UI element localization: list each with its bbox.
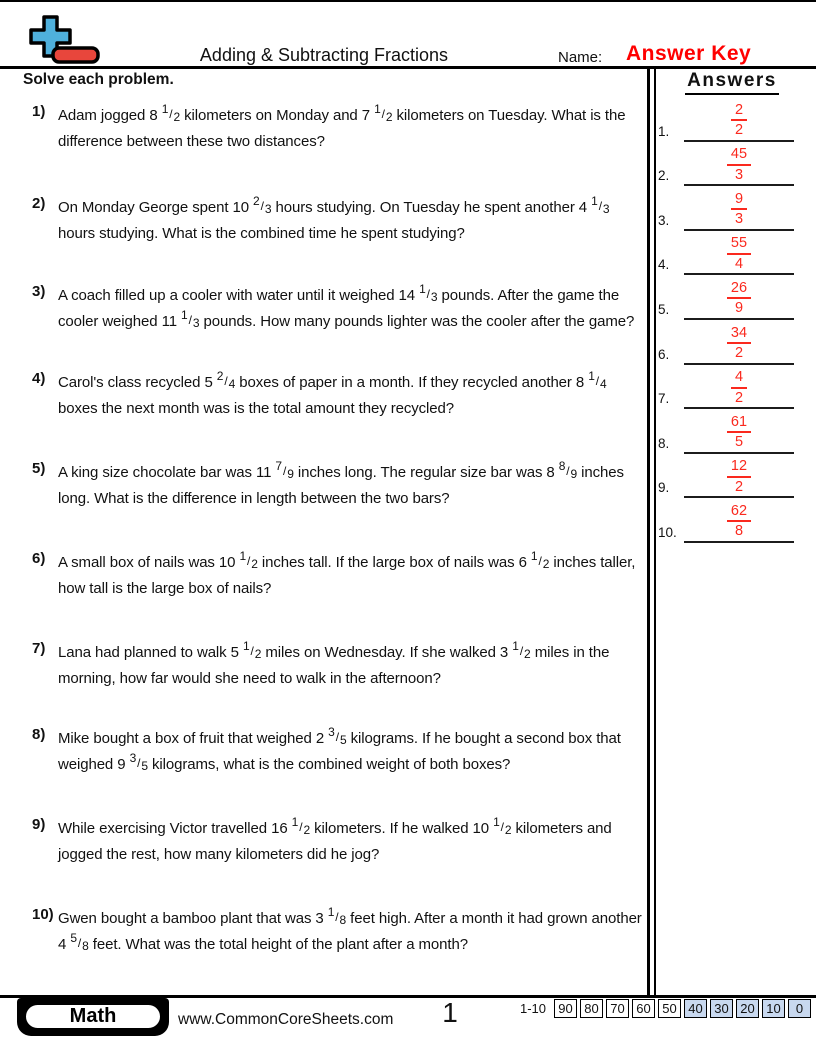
answer-numerator: 26	[727, 281, 751, 300]
subject-badge-label: Math	[23, 1002, 163, 1031]
fraction-numerator: 1	[374, 102, 381, 116]
fraction-slash: /	[595, 374, 600, 388]
answer-numerator: 55	[727, 236, 751, 255]
fraction-denominator: 3	[192, 316, 200, 330]
answer-fraction-stack	[731, 370, 747, 405]
problem-number: 6)	[32, 550, 46, 567]
name-label: Name:	[558, 49, 603, 66]
answer-denominator: 2	[734, 478, 744, 495]
fraction-slash: /	[426, 287, 430, 301]
answer-row	[656, 409, 806, 454]
problem-number: 7)	[32, 640, 46, 657]
answer-row	[656, 498, 806, 543]
problem-item	[32, 550, 644, 602]
fraction-slash: /	[77, 936, 82, 950]
fraction-denominator: 3	[602, 202, 610, 216]
inline-fraction	[70, 931, 89, 953]
website-url: www.CommonCoreSheets.com	[178, 1011, 394, 1028]
fraction-numerator: 1	[239, 549, 247, 563]
answers-separator-thick	[647, 68, 650, 995]
problem-item	[32, 816, 644, 868]
fraction-denominator: 3	[430, 290, 438, 304]
answer-numerator: 34	[727, 326, 751, 345]
answer-denominator: 3	[734, 166, 744, 183]
fraction-denominator: 2	[524, 647, 531, 661]
answer-fraction-stack	[727, 459, 751, 494]
answer-denominator: 9	[734, 300, 744, 317]
inline-fraction	[558, 459, 578, 481]
score-cell: 0	[788, 999, 811, 1018]
score-cell: 50	[658, 999, 681, 1018]
inline-fraction	[530, 549, 550, 571]
answer-key-text: Answer Key	[626, 42, 752, 65]
fraction-slash: /	[224, 374, 228, 388]
fraction-denominator: 9	[287, 467, 294, 481]
fraction-numerator: 1	[181, 308, 188, 322]
score-cell: 70	[606, 999, 629, 1018]
answer-row	[656, 454, 806, 499]
answer-fraction	[684, 281, 794, 316]
answer-fraction-stack	[727, 236, 751, 271]
answer-row	[656, 142, 806, 187]
answer-number: 9.	[658, 480, 670, 496]
answer-denominator: 4	[734, 255, 744, 272]
answer-fraction	[684, 326, 794, 361]
problem-item	[32, 103, 644, 155]
problem-item	[32, 195, 644, 247]
score-cell: 60	[632, 999, 655, 1018]
inline-fraction	[275, 459, 294, 481]
fraction-slash: /	[519, 644, 524, 658]
answer-fraction-stack	[727, 415, 751, 450]
page-top-edge	[0, 0, 816, 2]
answers-heading: Answers	[656, 70, 808, 95]
fraction-slash: /	[566, 464, 570, 478]
inline-fraction	[588, 369, 607, 391]
fraction-numerator: 1	[242, 639, 250, 653]
fraction-slash: /	[598, 199, 602, 213]
fraction-denominator: 3	[264, 202, 272, 216]
fraction-slash: /	[137, 756, 141, 770]
score-scale	[520, 999, 811, 1018]
fraction-numerator: 3	[129, 751, 137, 765]
fraction-denominator: 2	[385, 110, 393, 124]
answer-fraction	[684, 236, 794, 271]
fraction-denominator: 2	[254, 647, 262, 661]
fraction-numerator: 1	[291, 815, 299, 829]
answer-numerator: 12	[727, 459, 751, 478]
answer-fraction	[684, 370, 794, 405]
fraction-denominator: 8	[82, 939, 89, 953]
inline-fraction	[253, 194, 272, 216]
answer-numerator: 45	[727, 147, 751, 166]
problem-item	[32, 283, 644, 335]
answer-number: 2.	[658, 168, 670, 184]
inline-fraction	[591, 194, 610, 216]
fraction-slash: /	[247, 554, 251, 568]
fraction-slash: /	[335, 910, 339, 924]
problem-text: Gwen bought a bamboo plant that was 3 $^1$/8 feet high. After a month it had grown another 4 $^5$/8 feet. What was the total height of the plant after a month?	[58, 905, 642, 953]
answer-numerator: 62	[727, 504, 751, 523]
answer-fraction-stack	[727, 504, 751, 539]
inline-fraction	[512, 639, 531, 661]
fraction-numerator: 2	[253, 194, 260, 208]
fraction-denominator: 8	[339, 913, 347, 927]
answer-row	[656, 275, 806, 320]
answer-fraction-stack	[727, 281, 751, 316]
problem-text: Mike bought a box of fruit that weighed 2 $^3$/5 kilograms. If he bought a second box that weighed 9 $^3$/5 kilograms, what is the combined weight of both boxes?	[58, 725, 621, 773]
inline-fraction	[242, 639, 262, 661]
answer-number: 1.	[658, 123, 670, 139]
fraction-numerator: 1	[493, 815, 500, 829]
fraction-numerator: 1	[161, 102, 169, 116]
problem-number: 9)	[32, 816, 46, 833]
answer-row	[656, 320, 806, 365]
answer-numerator: 4	[731, 370, 747, 389]
inline-fraction	[493, 815, 512, 837]
answer-row	[656, 186, 806, 231]
fraction-numerator: 2	[216, 369, 224, 383]
problem-text: A king size chocolate bar was 11 $^7$/9 inches long. The regular size bar was 8 $^8$/9 inches long. What is the difference in length between the two bars?	[58, 459, 624, 507]
answer-numerator: 2	[731, 103, 747, 122]
answer-number: 6.	[658, 346, 670, 362]
fraction-numerator: 1	[530, 549, 538, 563]
problem-number: 2)	[32, 195, 46, 212]
fraction-numerator: 1	[588, 369, 595, 383]
score-cell: 40	[684, 999, 707, 1018]
subject-badge	[17, 998, 169, 1036]
fraction-slash: /	[282, 464, 287, 478]
fraction-slash: /	[260, 199, 264, 213]
score-cell: 90	[554, 999, 577, 1018]
score-cells	[554, 999, 811, 1018]
fraction-slash: /	[500, 820, 504, 834]
problem-text: Lana had planned to walk 5 $^1$/2 miles on Wednesday. If she walked 3 $^1$/2 miles in the morning, how far would she need to walk in the afternoon?	[58, 639, 610, 687]
fraction-slash: /	[335, 730, 339, 744]
answer-row	[656, 97, 806, 142]
problem-number: 4)	[32, 370, 46, 387]
problem-item	[32, 726, 644, 778]
answer-number: 5.	[658, 301, 670, 317]
problem-text: A small box of nails was 10 $^1$/2 inches tall. If the large box of nails was 6 $^1$/2 inches taller, how tall is the large box of nails?	[58, 549, 636, 597]
inline-fraction	[181, 308, 200, 330]
answer-number: 10.	[658, 524, 677, 540]
score-cell: 20	[736, 999, 759, 1018]
answer-denominator: 2	[734, 389, 744, 406]
problem-text: Adam jogged 8 $^1$/2 kilometers on Monday and 7 $^1$/2 kilometers on Tuesday. What is the difference between these two distances?	[58, 102, 626, 150]
problem-number: 1)	[32, 103, 46, 120]
problem-item	[32, 460, 644, 512]
answer-fraction	[684, 147, 794, 182]
fraction-numerator: 3	[328, 725, 335, 739]
fraction-denominator: 9	[570, 467, 578, 481]
problem-number: 5)	[32, 460, 46, 477]
fraction-numerator: 1	[512, 639, 519, 653]
problem-text: Carol's class recycled 5 $^2$/4 boxes of paper in a month. If they recycled another 8 $^1$/4 boxes the next month was is the total amount they recycled?	[58, 369, 607, 417]
problem-item	[32, 906, 644, 958]
problem-text: While exercising Victor travelled 16 $^1$/2 kilometers. If he walked 10 $^1$/2 kilometers and jogged the rest, how many kilometers did he jog?	[58, 815, 612, 863]
fraction-slash: /	[250, 644, 254, 658]
answer-number: 8.	[658, 435, 670, 451]
problem-number: 10)	[32, 906, 54, 923]
answer-denominator: 2	[734, 345, 744, 362]
fraction-numerator: 5	[70, 931, 77, 945]
fraction-denominator: 2	[504, 823, 512, 837]
fraction-slash: /	[381, 107, 385, 121]
fraction-denominator: 4	[228, 377, 236, 391]
answer-fraction	[684, 504, 794, 539]
answer-number: 7.	[658, 391, 670, 407]
answer-fraction-stack	[731, 192, 747, 227]
answer-row	[656, 231, 806, 276]
answer-denominator: 8	[734, 523, 744, 540]
fraction-numerator: 1	[591, 194, 598, 208]
answer-number: 4.	[658, 257, 670, 273]
fraction-slash: /	[299, 820, 303, 834]
answer-row	[656, 365, 806, 410]
fraction-denominator: 2	[251, 557, 258, 571]
inline-fraction	[374, 102, 393, 124]
answers-list	[656, 97, 806, 543]
problem-item	[32, 370, 644, 422]
instructions-text: Solve each problem.	[23, 71, 174, 88]
problem-number: 3)	[32, 283, 46, 300]
fraction-denominator: 2	[542, 557, 550, 571]
answer-numerator: 61	[727, 415, 751, 434]
answer-denominator: 5	[734, 434, 744, 451]
answer-numerator: 9	[731, 192, 747, 211]
answer-fraction-stack	[727, 147, 751, 182]
inline-fraction	[419, 282, 438, 304]
inline-fraction	[328, 725, 347, 747]
answer-denominator: 3	[734, 211, 744, 228]
inline-fraction	[239, 549, 258, 571]
fraction-slash: /	[188, 313, 192, 327]
inline-fraction	[216, 369, 236, 391]
inline-fraction	[327, 905, 347, 927]
problem-number: 8)	[32, 726, 46, 743]
fraction-slash: /	[538, 554, 542, 568]
worksheet-title: Adding & Subtracting Fractions	[199, 45, 449, 65]
inline-fraction	[291, 815, 311, 837]
score-cell: 30	[710, 999, 733, 1018]
inline-fraction	[129, 751, 148, 773]
fraction-numerator: 8	[558, 459, 566, 473]
fraction-denominator: 5	[339, 733, 347, 747]
page-number: 1	[442, 997, 458, 1028]
answer-fraction-stack	[727, 326, 751, 361]
answer-fraction	[684, 103, 794, 138]
answer-fraction	[684, 192, 794, 227]
answer-blank-line	[684, 541, 794, 543]
score-cell: 80	[580, 999, 603, 1018]
problem-text: On Monday George spent 10 $^2$/3 hours studying. On Tuesday he spent another 4 $^1$/3 hours studying. What is the combined time he spent studying?	[58, 194, 610, 242]
answer-fraction	[684, 415, 794, 450]
fraction-numerator: 7	[275, 459, 282, 473]
fraction-denominator: 5	[141, 759, 148, 773]
answer-denominator: 2	[734, 122, 744, 139]
fraction-denominator: 2	[173, 110, 181, 124]
score-cell: 10	[762, 999, 785, 1018]
fraction-denominator: 4	[600, 377, 607, 391]
inline-fraction	[161, 102, 181, 124]
answer-number: 3.	[658, 212, 670, 228]
problem-item	[32, 640, 644, 692]
fraction-numerator: 1	[419, 282, 426, 296]
problem-text: A coach filled up a cooler with water until it weighed 14 $^1$/3 pounds. After the game the cooler weighed 11 $^1$/3 pounds. How many pounds lighter was the cooler after the game?	[58, 282, 635, 330]
score-scale-label: 1-10	[519, 1001, 546, 1016]
answer-fraction-stack	[731, 103, 747, 138]
fraction-numerator: 1	[327, 905, 335, 919]
fraction-slash: /	[169, 107, 173, 121]
fraction-denominator: 2	[303, 823, 311, 837]
header-divider	[0, 66, 816, 69]
answer-fraction	[684, 459, 794, 494]
